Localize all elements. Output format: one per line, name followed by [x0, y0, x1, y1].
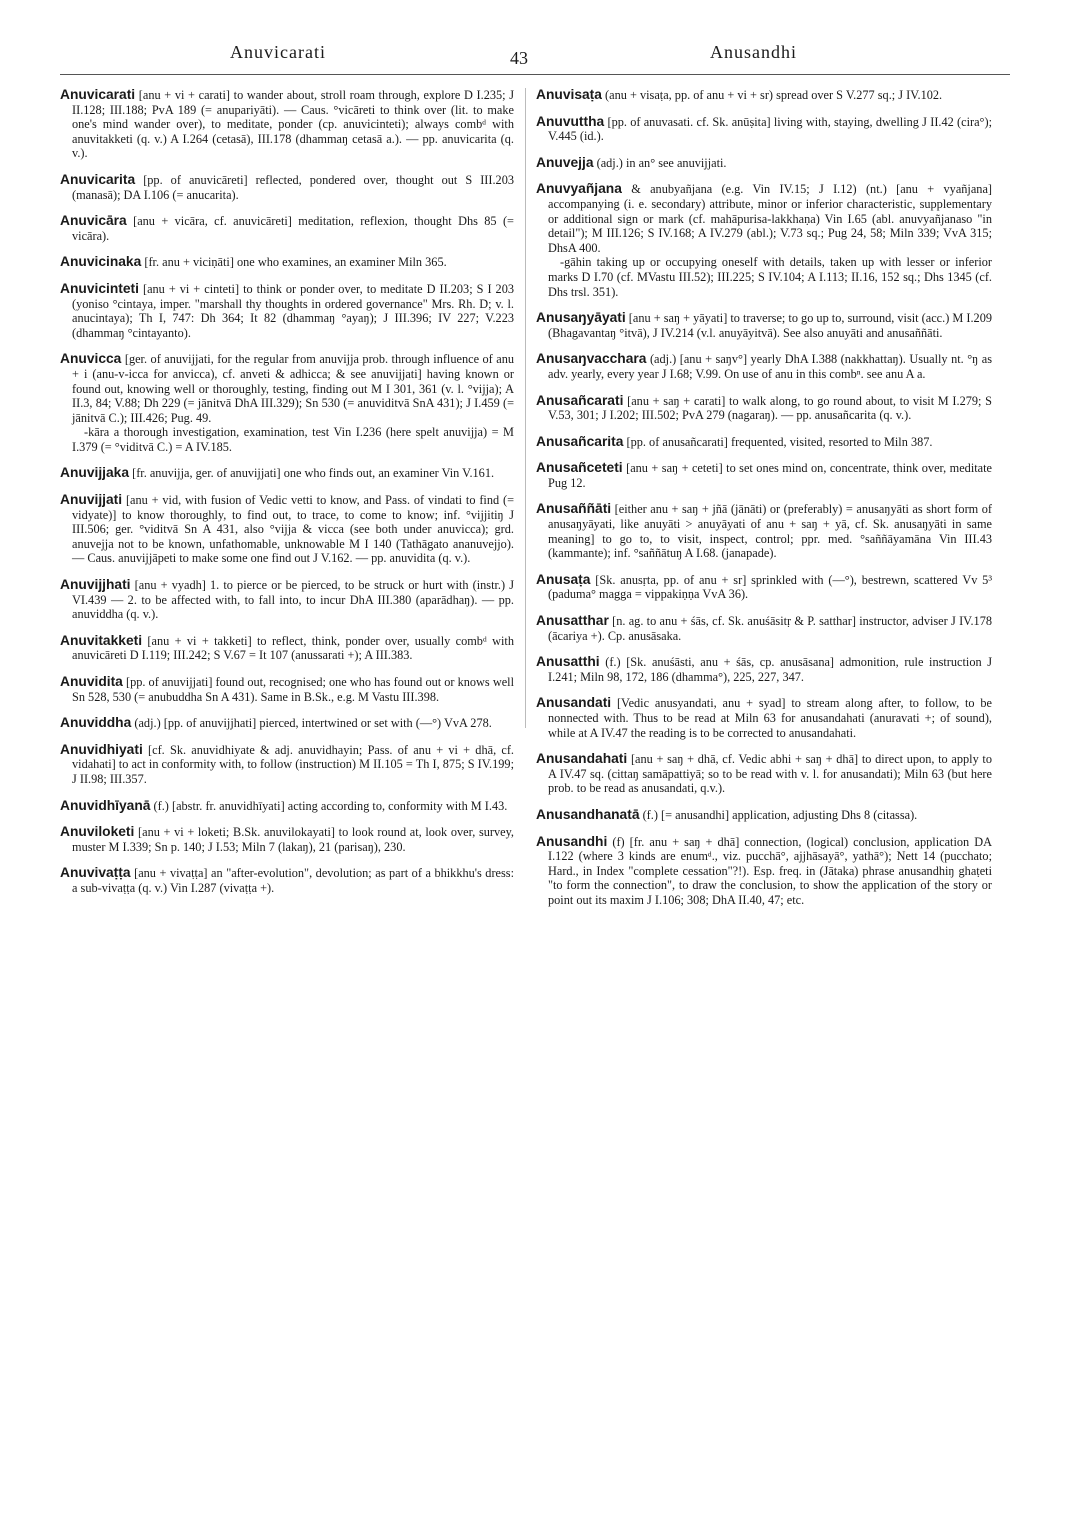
column-divider: [525, 88, 526, 728]
dictionary-entry: [60, 675, 514, 704]
entry-subentry: -gāhin taking up or occupying oneself with details, taken up with lesser or inferior marks D I.70 (cf. MVastu III.52); III.225; S IV.104; A I.113; II.16, 152 sq.; Dhs 1345 (cf. Dhs trsl. 351).: [548, 255, 992, 299]
dictionary-entry: [536, 156, 992, 171]
dictionary-entry: [536, 752, 992, 796]
dictionary-entry: [60, 352, 514, 454]
entry-definition: (adj.) [pp. of anuvijjhati] pierced, intertwined or set with (—°) VvA 278.: [134, 716, 492, 731]
dictionary-entry: [536, 394, 992, 423]
entry-headword: Anuviloketi: [60, 824, 135, 840]
dictionary-entry: [536, 435, 992, 450]
entry-headword: Anuvicinteti: [60, 280, 139, 296]
entry-definition: (f.) [abstr. fr. anuvidhīyati] acting according to, conformity with M I.43.: [153, 798, 508, 813]
entry-definition: [fr. anuvijja, ger. of anuvijjati] one who finds out, an examiner Vin V.161.: [132, 466, 495, 481]
entry-headword: Anusandahati: [536, 751, 628, 767]
left-column: [60, 88, 514, 908]
entry-headword: Anusandhanatā: [536, 806, 640, 822]
running-head-right: Anusandhi: [710, 42, 797, 62]
entry-headword: Anusaṭa: [536, 571, 591, 587]
entry-headword: Anusaŋvacchara: [536, 351, 647, 367]
entry-definition: [anu + vicāra, cf. anuvicāreti] meditation, reflexion, thought Dhs 85 (= vicāra).: [72, 214, 514, 243]
entry-headword: Anusatthar: [536, 613, 609, 629]
dictionary-entry: [536, 502, 992, 560]
entry-headword: Anuvijjati: [60, 492, 123, 508]
entry-definition: [anu + saŋ + carati] to walk along, to go round about, to visit M I.279; S V.53, 301; J I.202; III.502; PvA 279 (nagaraŋ). — pp. anusañcarita (q. v.).: [548, 393, 992, 423]
entry-definition: [pp. of anuvijjati] found out, recognised; one who has found out or knows well Sn 528, 530 (= anubuddha Sn A 431). Same in B.Sk., e.g. M Vastu III.398.: [72, 675, 514, 704]
entry-headword: Anusaññāti: [536, 501, 612, 517]
entry-headword: Anuvisaṭa: [536, 87, 602, 102]
dictionary-entry: [536, 835, 992, 908]
entry-definition: [Sk. anusṛta, pp. of anu + sr] sprinkled with (—°), bestrewn, scattered Vv 5³ (paduma° magga = vippakiṇṇa VvA 36).: [548, 572, 993, 602]
entry-headword: Anuvivaṭṭa: [60, 865, 131, 881]
dictionary-entry: [60, 743, 514, 787]
entry-headword: Anuvidhīyanā: [60, 797, 151, 813]
entry-definition: (anu + visaṭa, pp. of anu + vi + sr) spread over S V.277 sq.; J IV.102.: [605, 88, 943, 102]
entry-definition: [anu + saŋ + dhā, cf. Vedic abhi + saŋ + dhā] to direct upon, to apply to A IV.47 sq. (cittaŋ samāpattiyā; so to be read with v. l. for anusandati); Miln 63 (but here prob. to be read as anusandati, q.v.).: [548, 752, 992, 796]
entry-headword: Anusandhi: [536, 833, 608, 849]
dictionary-entry: [60, 634, 514, 663]
entry-definition: (f.) [Sk. anuśāsti, anu + śās, cp. anusāsana] admonition, rule instruction J I.241; Miln 98, 172, 186 (dhamma°), 225, 227, 347.: [548, 655, 993, 684]
entry-definition: [anu + vi + loketi; B.Sk. anuvilokayati] to look round at, look over, survey, muster M I.339; Sn p. 140; J I.53; Miln 7 (lakaŋ), 21 (parisaŋ), 230.: [72, 825, 514, 854]
entry-headword: Anusañcarati: [536, 392, 624, 408]
dictionary-entry: [60, 866, 514, 895]
dictionary-entry: [536, 614, 992, 643]
dictionary-entry: [60, 799, 514, 814]
dictionary-entry: [536, 352, 992, 381]
entry-headword: Anuvicarati: [60, 87, 136, 102]
entry-headword: Anusañceteti: [536, 460, 623, 476]
entry-definition: [n. ag. to anu + śās, cf. Sk. anuśāsitṛ & P. satthar] instructor, adviser J IV.178 (ācariya +). Cp. anusāsaka.: [548, 614, 992, 643]
entry-definition: [anu + vi + carati] to wander about, stroll roam through, explore D I.235; J II.128; III.188; PvA 189 (= anupariyāti). — Caus. °vicāreti to think over (lit. to make one's mind wander over), to meditate, ponder (cp. anuvicinteti); always combᵈ with anuvitakketi (q. v.) A I.264 (cetasā), III.178 (dhammaŋ cetasā a.). — pp. anuvicarita (q. v.).: [72, 88, 514, 161]
entry-headword: Anuvejja: [536, 154, 594, 170]
entry-headword: Anuvicāra: [60, 213, 127, 229]
dictionary-entry: [60, 255, 514, 270]
entry-headword: Anusandati: [536, 695, 612, 711]
entry-headword: Anuvicinaka: [60, 254, 142, 270]
entry-definition: [pp. of anuvasati. cf. Sk. anūṣita] living with, staying, dwelling J II.42 (cira°); V.445 (id.).: [548, 114, 992, 144]
entry-definition: [anu + vivaṭṭa] an "after-evolution", devolution; as part of a bhikkhu's dress: a sub-vivaṭṭa (q. v.) Vin I.287 (vivaṭṭa +).: [72, 866, 514, 895]
dictionary-entry: [60, 88, 514, 161]
entry-definition: & anubyañjana (e.g. Vin IV.15; J I.12) (nt.) [anu + vyañjana] accompanying (i. e. secondary) attribute, minor or inferior characteristic, supplementary or additional sign or mark (cf. mahāpurisa-lakkhaṇa) Vin I.65 (abl. anuvyañjanaso "in detail"); M III.126; S IV.168; A IV.279 (abl.); V.73 sq.; Pug 24, 58; Miln 339; VvA 315; DhsA 400.: [548, 182, 993, 255]
entry-subentry: -kāra a thorough investigation, examination, test Vin I.236 (here spelt anuvijja) = M I.379 (= °viditvā C.) = A IV.185.: [72, 425, 514, 454]
dictionary-entry: [536, 311, 992, 340]
dictionary-entry: [536, 808, 992, 823]
entry-headword: Anuvidita: [60, 674, 123, 689]
entry-definition: [anu + vi + takketi] to reflect, think, ponder over, usually combᵈ with anuvicāreti D I.119; III.242; S V.67 = It 107 (anussarati +); A III.383.: [72, 633, 514, 663]
page-number: 43: [510, 48, 528, 68]
dictionary-entry: [60, 493, 514, 566]
dictionary-entry: [536, 655, 992, 684]
entry-definition: (f.) [= anusandhi] application, adjusting Dhs 8 (citassa).: [642, 807, 918, 822]
dictionary-entry: [60, 825, 514, 854]
entry-definition: [anu + vyadh] 1. to pierce or be pierced, to be struck or hurt with (instr.) J VI.439 — 2. to be affected with, to fall into, to incur DhA III.380 (aparādhaŋ). — pp. anuviddha (q. v.).: [72, 578, 514, 622]
entry-definition: [anu + vi + cinteti] to think or ponder over, to meditate D II.203; S I 203 (yoniso °cintaya, imper. "marshall thy thoughts in ordered governance" Mrs. Rh. D; v. l. anucintaya); Th I, 747: Dh 364; It 82 (dhammaŋ °ayaŋ); J III.396; IV 227; V.223 (dhammaŋ °cintayanto).: [72, 281, 514, 340]
right-column: [536, 88, 992, 920]
entry-headword: Anuvitakketi: [60, 632, 143, 648]
entry-headword: Anusatthi: [536, 654, 600, 670]
entry-definition: (adj.) [anu + saŋv°] yearly DhA I.388 (nakkhattaŋ). Usually nt. °ŋ as adv. yearly, every year J I.68; V.99. On use of anu in this combⁿ. see anu A a.: [548, 352, 992, 381]
dictionary-entry: [60, 716, 514, 731]
entry-definition: [ger. of anuvijjati, for the regular from anuvijja prob. through influence of anu + i (anu-v-icca for anvicca), cf. anveti & adhicca; & see anuvijjati] having known or found out, knowing well or thoroughly, testing, finding out M I 301, 361 (v. l. °vijja); A II.3, 84; V.88; Dh 229 (= jānitvā DhA III.329); Sn 530 (= anuviditvā SnA 431); J I.459 (= jānitvā C.); III.426; Pug. 49.: [72, 352, 515, 425]
entry-definition: [pp. of anuvicāreti] reflected, pondered over, thought out S III.203 (manasā); DA I.106 (= anucarita).: [72, 172, 514, 202]
entry-definition: (adj.) in an° see anuvijjati.: [596, 155, 727, 170]
entry-definition: [anu + vid, with fusion of Vedic vetti to know, and Pass. of vindati to find (= vidyate)] to know thoroughly, to find out, to trace, to come to know; inf. °vijjitiŋ J III.506; ger. °viditvā Sn A 431, also °vijja & vicca (see both under anuvicca); grd. anuvejja not to be known, unfathomable, unknowable M I 140 (Tathāgato ananuvejjo). — Caus. anuvijjāpeti to make some one find out J V.162. — pp. anuvidita (q. v.).: [72, 493, 515, 566]
entry-definition: [either anu + saŋ + jñā (jānāti) or (preferably) = anusaŋyāti as short form of anusaŋyāyati, like anuyāti > anuyāyati of anu + saŋ + yā, cf. Sk. anusaŋyāti in same meaning] to go to, to visit, inspect, control; ppr. med. °saññāyamāna Vin III.43 (kammante); inf. °saññātuŋ A I.68. (janapade).: [548, 502, 992, 561]
dictionary-entry: [536, 696, 992, 740]
dictionary-entry: [536, 88, 992, 103]
dictionary-entry: [60, 214, 514, 243]
entry-headword: Anuvuttha: [536, 113, 605, 129]
entry-headword: Anuvicarita: [60, 171, 136, 187]
dictionary-entry: [60, 578, 514, 622]
entry-headword: Anuvidhiyati: [60, 741, 143, 757]
dictionary-entry: [60, 173, 514, 202]
entry-definition: [cf. Sk. anuvidhiyate & adj. anuvidhayin; Pass. of anu + vi + dhā, cf. vidahati] to act in conformity with, to follow (instruction) M II.105 = Th I, 875; S IV.199; J II.98; III.357.: [72, 742, 514, 786]
entry-headword: Anusañcarita: [536, 433, 624, 449]
entry-definition: (f) [fr. anu + saŋ + dhā] connection, (logical) conclusion, application DA I.122 (where 3 kinds are enumᵈ., viz. pucchā°, ajjhāsayā°, yathā°); Nett 14 (pucchato; Hard., in Index "complete cessation"?!). Esp. freq. in (Jātaka) phrase anusandhiŋ ghaṭeti "to form the connection", to draw the conclusion, to show the application of the story or point out its maxim J I.106; 308; DhA II.40, 47; etc.: [548, 834, 992, 907]
running-head-left: Anuvicarati: [230, 42, 326, 62]
entry-headword: Anuvijjaka: [60, 465, 130, 481]
dictionary-entry: [60, 282, 514, 340]
entry-definition: [anu + saŋ + ceteti] to set ones mind on, concentrate, think over, meditate Pug 12.: [548, 461, 992, 490]
entry-definition: [Vedic anusyandati, anu + syad] to stream along after, to follow, to be nonnected with. Thus to be read at Miln 63 for anusandahati (anuravati +; of sound), while at A IV.47 the reading is to be corrected to anusandahati.: [548, 696, 992, 740]
entry-definition: [anu + saŋ + yāyati] to traverse; to go up to, surround, visit (acc.) M I.209 (Bhagavantaŋ °itvā), J IV.214 (v.l. anuyāyitvā). See also anuyāti and anusaññāti.: [548, 311, 992, 340]
page-header: [60, 40, 1010, 75]
entry-headword: Anuviddha: [60, 715, 132, 731]
dictionary-entry: [60, 466, 514, 481]
dictionary-entry: [536, 461, 992, 490]
dictionary-entry: [536, 115, 992, 144]
dictionary-entry: [536, 573, 992, 602]
entry-headword: Anuvijjhati: [60, 577, 131, 593]
entry-definition: [fr. anu + viciṇāti] one who examines, an examiner Miln 365.: [144, 255, 447, 270]
entry-headword: Anusaŋyāyati: [536, 310, 626, 326]
entry-headword: Anuvyañjana: [536, 181, 622, 197]
entry-definition: [pp. of anusañcarati] frequented, visited, resorted to Miln 387.: [626, 434, 933, 449]
entry-headword: Anuvicca: [60, 351, 122, 367]
dictionary-entry: [536, 182, 992, 299]
